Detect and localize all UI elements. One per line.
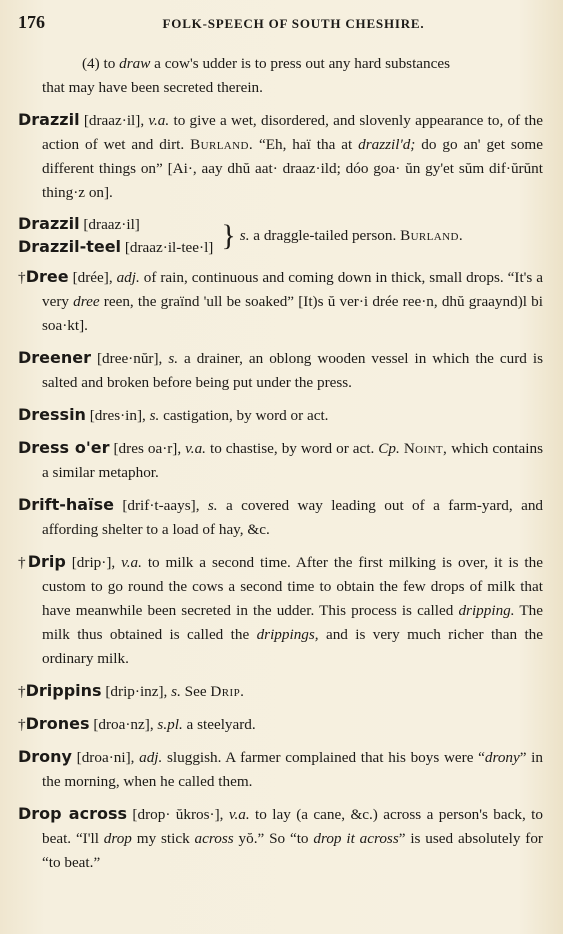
headword: Drazzil xyxy=(18,214,80,233)
definition: a covered way leading out of a farm-yard, and affording shelter to a load of hay, &c. xyxy=(42,497,544,538)
cross-reference: Noint, xyxy=(403,440,448,457)
definition-continued: reen, the graïnd 'ull be soaked” [It)s ŭ ver·i drée ree·n, dhŭ graaynd)l bi soa·kt]. xyxy=(42,293,543,334)
headword: Drop across xyxy=(18,804,128,823)
pronunciation: [dres·in], xyxy=(85,407,150,424)
quotation-continued: do go an' get some different things on” [Ai·, aay dhŭ aat· draaz·ild; dóo goa· ŭn gy'et sŭm dif·ŭrŭnt thing·z on]. xyxy=(42,136,543,201)
part-of-speech: s.pl. xyxy=(157,716,183,733)
part-of-speech: s. xyxy=(149,407,160,424)
pronunciation: [draaz·il-tee·l] xyxy=(121,239,214,256)
definition: a steelyard. xyxy=(182,716,256,733)
part-of-speech: s. xyxy=(207,497,218,514)
italic-word: drazzil'd; xyxy=(358,136,416,153)
headword: Drazzil xyxy=(18,110,80,129)
paired-definition xyxy=(240,225,543,247)
pronunciation: [droa·nz], xyxy=(89,716,158,733)
part-of-speech: v.a. xyxy=(185,440,206,457)
paired-headwords xyxy=(18,213,213,259)
italic-word: dripping. xyxy=(458,602,515,619)
headword: Drippins xyxy=(25,681,102,700)
italic-word: draw xyxy=(119,55,151,72)
pronunciation: [draaz·il] xyxy=(79,216,140,233)
headword: Drazzil-teel xyxy=(18,237,122,256)
definition-continued: which contains a similar metaphor. xyxy=(42,440,543,481)
part-of-speech: v.a. xyxy=(228,806,250,823)
part-of-speech: v.a. xyxy=(121,554,142,571)
entry-drip xyxy=(18,550,543,671)
headword: Drony xyxy=(18,747,72,766)
headword: Drones xyxy=(25,714,90,733)
brace: } xyxy=(221,219,236,252)
definition: castigation, by word or act. xyxy=(159,407,329,424)
headword: Dreener xyxy=(18,348,92,367)
definition: a draggle-tailed person. xyxy=(249,227,401,244)
running-head xyxy=(18,12,543,38)
pronunciation: [dres oa·r], xyxy=(109,440,186,457)
definition: See xyxy=(180,683,211,700)
entry-drippins xyxy=(18,679,543,704)
page-number: 176 xyxy=(18,12,45,32)
paired-headword-line-1 xyxy=(18,213,213,236)
pronunciation: [droa·ni], xyxy=(71,749,140,766)
part-of-speech: s. xyxy=(168,350,179,367)
entry-drift-haise xyxy=(18,493,543,542)
definition-continued: and is very much richer than the ordinary milk. xyxy=(42,626,543,667)
italic-word: drony xyxy=(484,749,520,766)
paired-headword-line-2 xyxy=(18,236,213,259)
entry-dree xyxy=(18,265,543,338)
definition-continued: ” is used absolutely for “to beat.” xyxy=(42,830,543,871)
part-of-speech: v.a. xyxy=(148,112,170,129)
entry-drazzil xyxy=(18,108,543,205)
pronunciation: [drip·], xyxy=(65,554,122,571)
pronunciation: [drée], xyxy=(68,269,117,286)
definition: to chastise, by word or act. xyxy=(205,440,379,457)
definition: to lay (a cane, &c.) across a person's back, to beat. “I'll xyxy=(42,806,543,847)
definition: a drainer, an oblong wooden vessel in which the curd is salted and broken before being put under the press. xyxy=(42,350,543,391)
italic-word: drop xyxy=(103,830,132,847)
cross-reference: Drip. xyxy=(210,683,245,700)
italic-word: across xyxy=(194,830,234,847)
definition: of rain, continuous and coming down in thick, small drops. “It's a very xyxy=(42,269,544,310)
definition: to milk a second time. After the first milking is over, it is the custom to go round the cows a second time to obtain the few drops of milk that have meanwhile been secreted in the udder. This process is called xyxy=(42,554,543,619)
pronunciation: [drop· ŭkros·], xyxy=(127,806,229,823)
dagger-mark: † xyxy=(18,683,26,700)
italic-word: dree xyxy=(73,293,100,310)
part-of-speech: adj. xyxy=(116,269,140,286)
dagger-mark: † xyxy=(18,716,26,733)
pronunciation: [dree·nŭr], xyxy=(91,350,169,367)
dagger-mark: † xyxy=(18,269,26,286)
headword: Dree xyxy=(25,267,69,286)
entry-continuation xyxy=(18,52,543,100)
entry-dressin xyxy=(18,403,543,428)
italic-word: drippings, xyxy=(256,626,319,643)
entry-dreener xyxy=(18,346,543,395)
running-title: FOLK-SPEECH OF SOUTH CHESHIRE. xyxy=(162,16,425,31)
definition-continued: yŏ.” So “to xyxy=(233,830,314,847)
definition-continued: ” in the morning, when he called them. xyxy=(42,749,543,790)
entry-dress-oer xyxy=(18,436,543,485)
continuation-line-1: (4) to draw a cow's udder is to press out any hard substances xyxy=(82,55,451,72)
entry-drop-across xyxy=(18,802,543,875)
pronunciation: [draaz·il], xyxy=(79,112,149,129)
compare-marker: Cp. xyxy=(378,440,400,457)
headword: Drip xyxy=(27,552,66,571)
part-of-speech: s. xyxy=(239,227,250,244)
dagger-mark: † xyxy=(18,554,28,571)
italic-phrase: drop it across xyxy=(313,830,399,847)
continuation-line-2: that may have been secreted therein. xyxy=(42,79,263,96)
source-reference: Burland. xyxy=(400,227,464,244)
definition-continued: The milk thus obtained is called the xyxy=(42,602,544,643)
headword: Dress o'er xyxy=(18,438,110,457)
definition-continued: my stick xyxy=(131,830,195,847)
entry-drazzil-pair xyxy=(18,213,543,259)
pronunciation: [drip·inz], xyxy=(101,683,172,700)
headword: Drift-haïse xyxy=(18,495,114,514)
headword: Dressin xyxy=(18,405,86,424)
part-of-speech: adj. xyxy=(139,749,163,766)
definition: sluggish. A farmer complained that his boys were “ xyxy=(162,749,485,766)
pronunciation: [drif·t-aays], xyxy=(113,497,208,514)
part-of-speech: s. xyxy=(171,683,181,700)
entry-drony xyxy=(18,745,543,794)
entry-drones xyxy=(18,712,543,737)
quotation: “Eh, haï tha at xyxy=(253,136,359,153)
source-reference: Burland. xyxy=(190,136,254,153)
definition: to give a wet, disordered, and slovenly appearance to, of the action of wet and dirt. xyxy=(42,112,543,153)
